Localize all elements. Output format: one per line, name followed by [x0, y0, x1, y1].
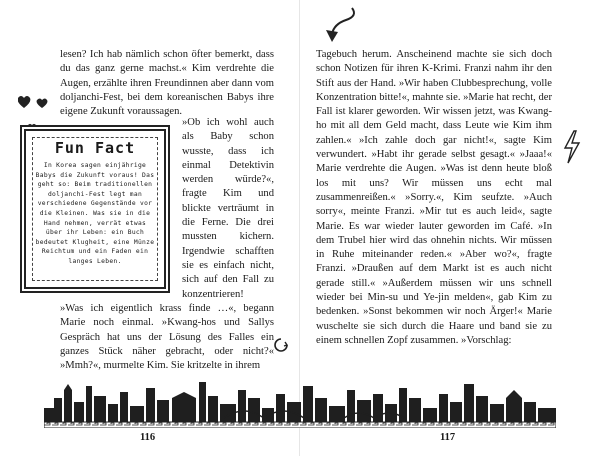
fun-fact-title: Fun Fact	[54, 139, 136, 157]
curly-arrow-icon	[322, 6, 358, 46]
page-number-left: 116	[140, 432, 156, 443]
city-skyline-icon	[44, 368, 556, 428]
lightning-icon	[562, 130, 582, 164]
swirl-icon	[272, 336, 290, 354]
paragraph-beside-box: »Ob ich wohl auch als Baby schon wusste, dass ich einmal Detektivin werden würde?«, fragte Kim und blickte verträumt in die Ferne. Die drei mussten kichern. Irgendwie schafften sie es einfach nicht, sich auf den Fall zu konzentrieren!	[182, 117, 274, 300]
paragraph-top: lesen? Ich hab nämlich schon öfter bemerkt, dass du das ganz gerne machst.« Kim verdrehte die Augen, erzählte ihren Freundinnen aber dann vom doljanchi-Fest, bei dem koreanischen Babys ihre eigene Zukunft voraussagen.	[60, 49, 274, 118]
page-number-right: 117	[440, 432, 456, 443]
fun-fact-box	[20, 125, 170, 293]
paragraph-bottom: »Was ich eigentlich krass finde …«, begann Marie noch einmal. »Kwang-hos und Sallys Gespräch hat uns der Lösung des Falles ein ganzes Stück näher gebracht, oder nicht?« »Mmh?«, murmelte Kim. Sie kritzelte in ihrem	[60, 303, 274, 372]
fun-fact-text: In Korea sagen einjährige Babys die Zukunft voraus! Das geht so: Beim traditionellen doljanchi-Fest legt man verschiedene Gegenstände vor die Kleinen. Was sie in die Hand nehmen, verrät etwas über ihr Leben: ein Buch bedeutet Klugheit, eine Münze Reichtum und ein Faden ein langes Leben.	[35, 162, 155, 265]
paragraph-right: Tagebuch herum. Anscheinend machte sie sich doch schon Notizen für ihren K-Krimi. Franzi nahm ihr den Stift aus der Hand. »Wir haben Clubbesprechung, volle Konzentration bitte!«, mahnte sie. »Marie hat recht, der Fall ist klarer geworden. Wir wissen jetzt, was Kwang-ho mit all dem Geld macht, dass Leute wie Kim ihm zahlen.« »Ich zahle doch gar nicht!«, sagte Kim verwundert. »Habt ihr gerade selbst gesagt.« »Jaaa!« Marie verdrehte die Augen. »Was ist denn heute bloß los mit uns? Wir müssen uns echt mal zusammenreißen.« »Sorry.«, Kim seufzte. »Auch sorry«, meinte Franzi. »Mir tut es auch leid«, sagte Marie. Es war wieder lauter geworden im Café. »In dem Trubel hier wird das ohnehin nichts. Wir müssen in Ruhe miteinander reden.« »Aber wo?«, fragte Franzi. »Draußen auf dem Markt ist es auch nicht gerade still.« »Außerdem müssen wir uns schnell wieder bei Min-su und Ye-jin melden«, gab Kim zu bedenken. »Sonst bekommen wir noch Ärger!« Marie wuschelte sie sich durch die Haare und band sie zu einem schnellen Zopf zusammen. »Vorschlag:	[316, 49, 552, 346]
